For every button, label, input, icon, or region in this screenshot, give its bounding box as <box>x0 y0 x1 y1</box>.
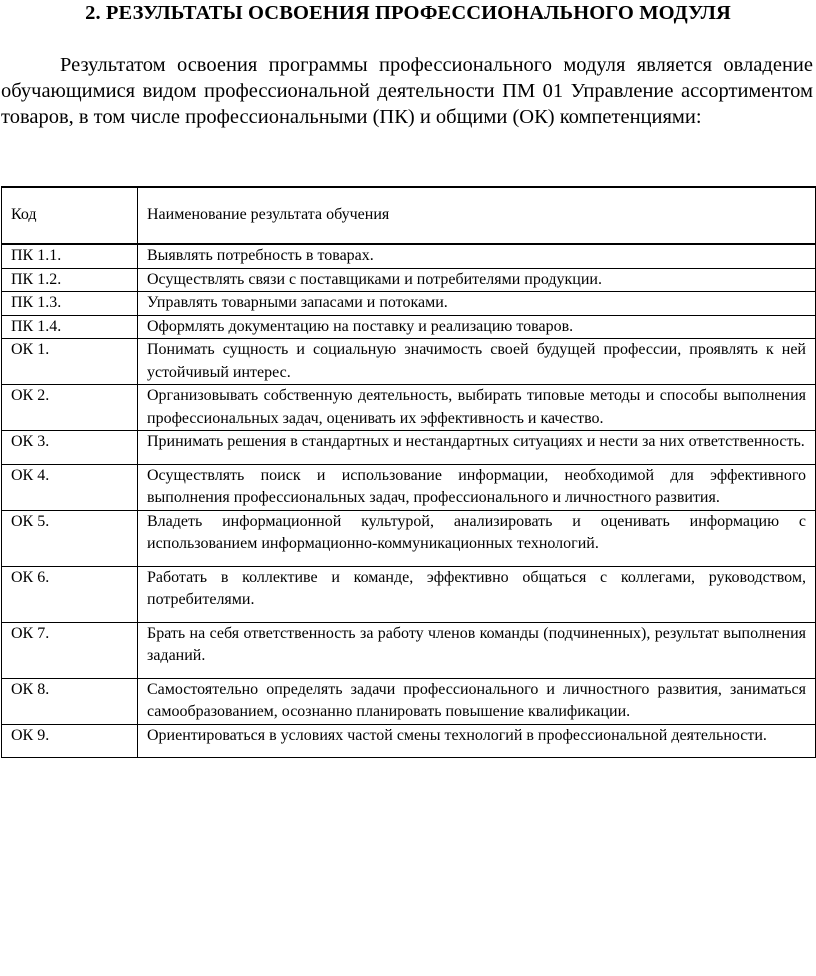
results-table <box>1 186 816 758</box>
row-text: Владеть информационной культурой, анализировать и оценивать информацию с использованием информационно-коммуникационных технологий. <box>138 510 816 566</box>
row-code: ОК 4. <box>2 464 138 510</box>
row-code: ОК 8. <box>2 678 138 724</box>
row-text: Организовывать собственную деятельность, выбирать типовые методы и способы выполнения профессиональных задач, оценивать их эффективность и качество. <box>138 385 816 431</box>
section-heading: 2. РЕЗУЛЬТАТЫ ОСВОЕНИЯ ПРОФЕССИОНАЛЬНОГО МОДУЛЯ <box>85 2 731 24</box>
table-row <box>2 244 816 268</box>
table-row <box>2 385 816 431</box>
table-row <box>2 724 816 758</box>
row-text: Принимать решения в стандартных и нестандартных ситуациях и нести за них ответственность. <box>138 431 816 465</box>
header-code: Код <box>2 187 138 244</box>
table-header-row <box>2 187 816 244</box>
table-row <box>2 315 816 339</box>
row-text: Оформлять документацию на поставку и реализацию товаров. <box>138 315 816 339</box>
table-row <box>2 464 816 510</box>
table-row <box>2 431 816 465</box>
row-text: Понимать сущность и социальную значимость своей будущей профессии, проявлять к ней устойчивый интерес. <box>138 339 816 385</box>
row-code: ОК 1. <box>2 339 138 385</box>
row-code: ОК 7. <box>2 622 138 678</box>
row-code: ОК 3. <box>2 431 138 465</box>
row-text: Самостоятельно определять задачи профессионального и личностного развития, заниматься самообразованием, осознанно планировать повышение квалификации. <box>138 678 816 724</box>
table-row <box>2 268 816 292</box>
row-code: ПК 1.1. <box>2 244 138 268</box>
header-result: Наименование результата обучения <box>138 187 816 244</box>
row-code: ОК 5. <box>2 510 138 566</box>
row-code: ПК 1.4. <box>2 315 138 339</box>
row-code: ОК 2. <box>2 385 138 431</box>
row-text: Осуществлять связи с поставщиками и потребителями продукции. <box>138 268 816 292</box>
row-text: Брать на себя ответственность за работу членов команды (подчиненных), результат выполнения заданий. <box>138 622 816 678</box>
row-code: ОК 9. <box>2 724 138 758</box>
intro-paragraph: Результатом освоения программы профессионального модуля является овладение обучающимися видом профессиональной деятельности ПМ 01 Управление ассортиментом товаров, в том числе профессиональными (ПК) и общими (ОК) компетенциями: <box>1 54 813 128</box>
table-row <box>2 622 816 678</box>
row-text: Выявлять потребность в товарах. <box>138 244 816 268</box>
row-text: Управлять товарными запасами и потоками. <box>138 292 816 316</box>
row-code: ПК 1.2. <box>2 268 138 292</box>
table-row <box>2 292 816 316</box>
table-row <box>2 339 816 385</box>
row-code: ОК 6. <box>2 566 138 622</box>
table-row <box>2 678 816 724</box>
table-row <box>2 566 816 622</box>
row-code: ПК 1.3. <box>2 292 138 316</box>
row-text: Ориентироваться в условиях частой смены технологий в профессиональной деятельности. <box>138 724 816 758</box>
table-row <box>2 510 816 566</box>
row-text: Работать в коллективе и команде, эффективно общаться с коллегами, руководством, потребителями. <box>138 566 816 622</box>
row-text: Осуществлять поиск и использование информации, необходимой для эффективного выполнения профессиональных задач, профессионального и личностного развития. <box>138 464 816 510</box>
